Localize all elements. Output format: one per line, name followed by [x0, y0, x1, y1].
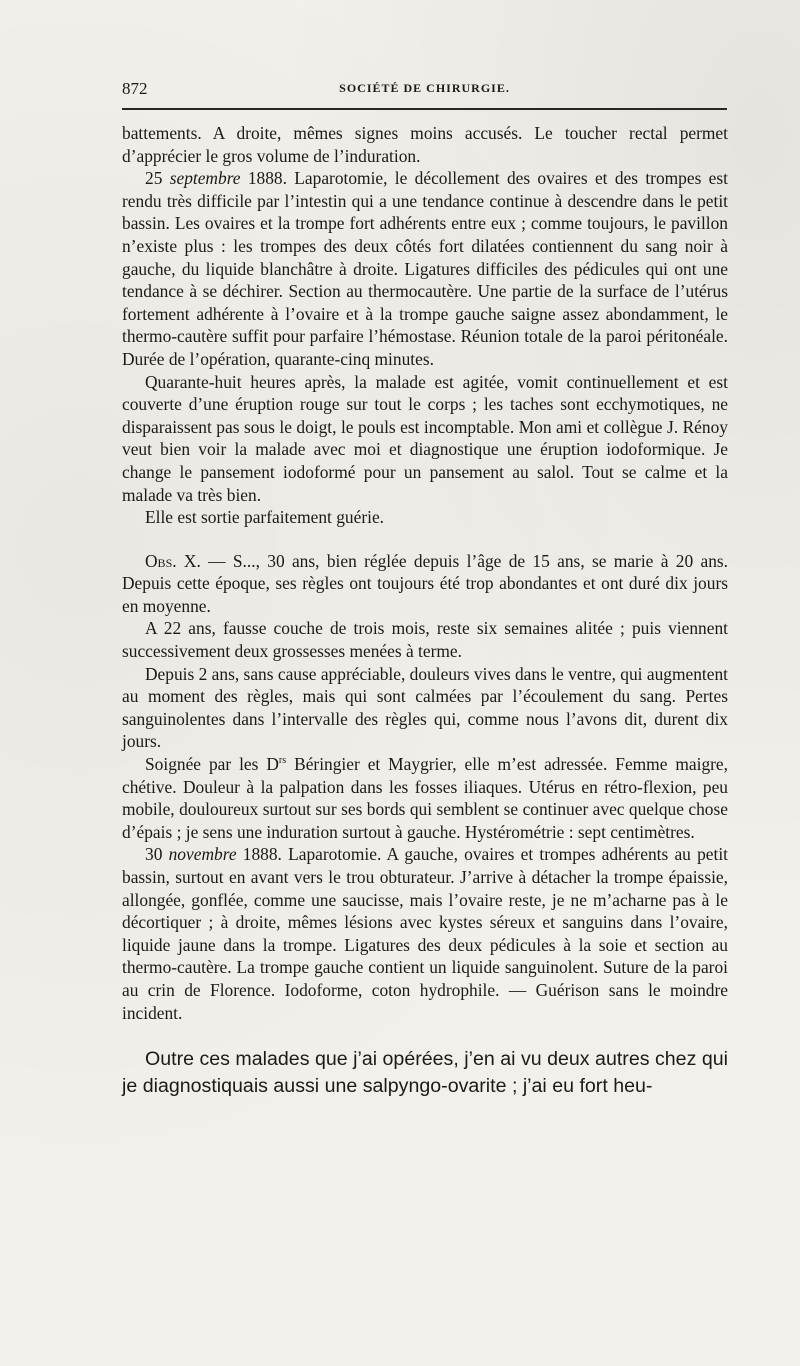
date-day: 25 — [145, 168, 163, 189]
paragraph — [122, 753, 728, 843]
page-number: 872 — [122, 79, 148, 98]
paragraph-text: Soignée par les D — [145, 754, 279, 775]
header-rule — [122, 108, 727, 110]
observation-label: Obs. X. — [145, 550, 201, 571]
observation-paragraph — [122, 550, 728, 618]
paragraph-text: 1888. Laparotomie, le décollement des ovaires et des trompes est rendu très difficile par l’intestin qui a une tendance continue à descendre dans le petit bassin. Les ovaires et la trompe fort adhérents entre eux ; comme toujours, le pavillon n’existe plus : les trompes des deux côtés fort dilatées contiennent du sang noir à gauche, du liquide blanchâtre à droite. Ligatures difficiles des pédicules qui ont une tendance à se déchirer. Section au thermocautère. Une partie de la surface de l’utérus fortement adhérente à l’ovaire et à la trompe gauche saigne assez abondamment, le thermo-cautère suffit pour parfaire l’hémostase. Réunion totale de la paroi péritonéale. Durée de l’opération, quarante-cinq minutes. — [122, 168, 728, 369]
paragraph: Quarante-huit heures après, la malade est agitée, vomit continuellement et est couverte d’une éruption rouge sur tout le corps ; les taches sont ecchymotiques, ne disparaissent pas sous le doigt, le pouls est incomptable. Mon ami et collègue J. Rénoy veut bien voir la malade avec moi et diagnostique une éruption iodoformique. Je change le pansement iodoformé pour un pansement au salol. Tout se calme et la malade va très bien. — [122, 371, 728, 505]
paragraph: battements. A droite, mêmes signes moins accusés. Le toucher rectal permet d’apprécier le gros volume de l’induration. — [122, 123, 728, 166]
page-header — [122, 73, 727, 103]
superscript: rs — [278, 755, 287, 767]
paragraph: Depuis 2 ans, sans cause appréciable, douleurs vives dans le ventre, qui augmentent au moment des règles, mais qui sont calmées par l’écoulement du sang. Pertes sanguinolentes dans l’intervalle des règles qui, comme nous l’avons dit, durent dix jours. — [122, 663, 728, 752]
date-month: novembre — [168, 844, 237, 865]
paragraph: A 22 ans, fausse couche de trois mois, reste six semaines alitée ; puis viennent successivement deux grossesses menées à terme. — [122, 618, 728, 662]
running-title: SOCIÉTÉ DE CHIRURGIE. — [339, 81, 510, 95]
date-month: septembre — [169, 168, 241, 189]
date-day: 30 — [145, 844, 163, 865]
paragraph: Elle est sortie parfaitement guérie. — [145, 507, 385, 528]
paragraph-text: 1888. Laparotomie. A gauche, ovaires et trompes adhérents au petit bassin, surtout en avant vers le trou obturateur. J’arrive à détacher la trompe épaissie, allongée, gonflée, comme une saucisse, mais l’ovaire reste, je ne m’acharne pas à le décortiquer ; à droite, mêmes lésions avec kystes séreux et sanguins dans l’ovaire, liquide jaune dans la trompe. Ligatures des deux pédicules à la soie et section au thermo-cautère. La trompe gauche contient un liquide sanguinolent. Suture de la paroi au crin de Florence. Iodoforme, coton hydrophile. — Guérison sans le moindre incident. — [122, 844, 728, 1023]
paragraph-text: — S..., 30 ans, bien réglée depuis l’âge de 15 ans, se marie à 20 ans. Depuis cette époque, ses règles ont toujours été trop abondantes et ont duré dix jours en moyenne. — [122, 550, 729, 616]
paragraph — [122, 167, 728, 370]
body-text — [122, 122, 728, 1100]
paragraph-text: Béringier et Maygrier, elle m’est adressée. Femme maigre, chétive. Douleur à la palpation dans les fosses iliaques. Utérus en rétro-flexion, peu mobile, douloureux surtout sur ses bords qui semblent se continuer avec quelque chose d’épais ; je sens une induration surtout à gauche. Hystérométrie : sept centimètres. — [122, 754, 728, 842]
paragraph — [122, 843, 728, 1024]
closing-paragraph: Outre ces malades que j’ai opérées, j’en ai vu deux autres chez qui je diagnostiquais aussi une salpyngo-ovarite ; j’ai eu fort heu- — [122, 1048, 728, 1098]
